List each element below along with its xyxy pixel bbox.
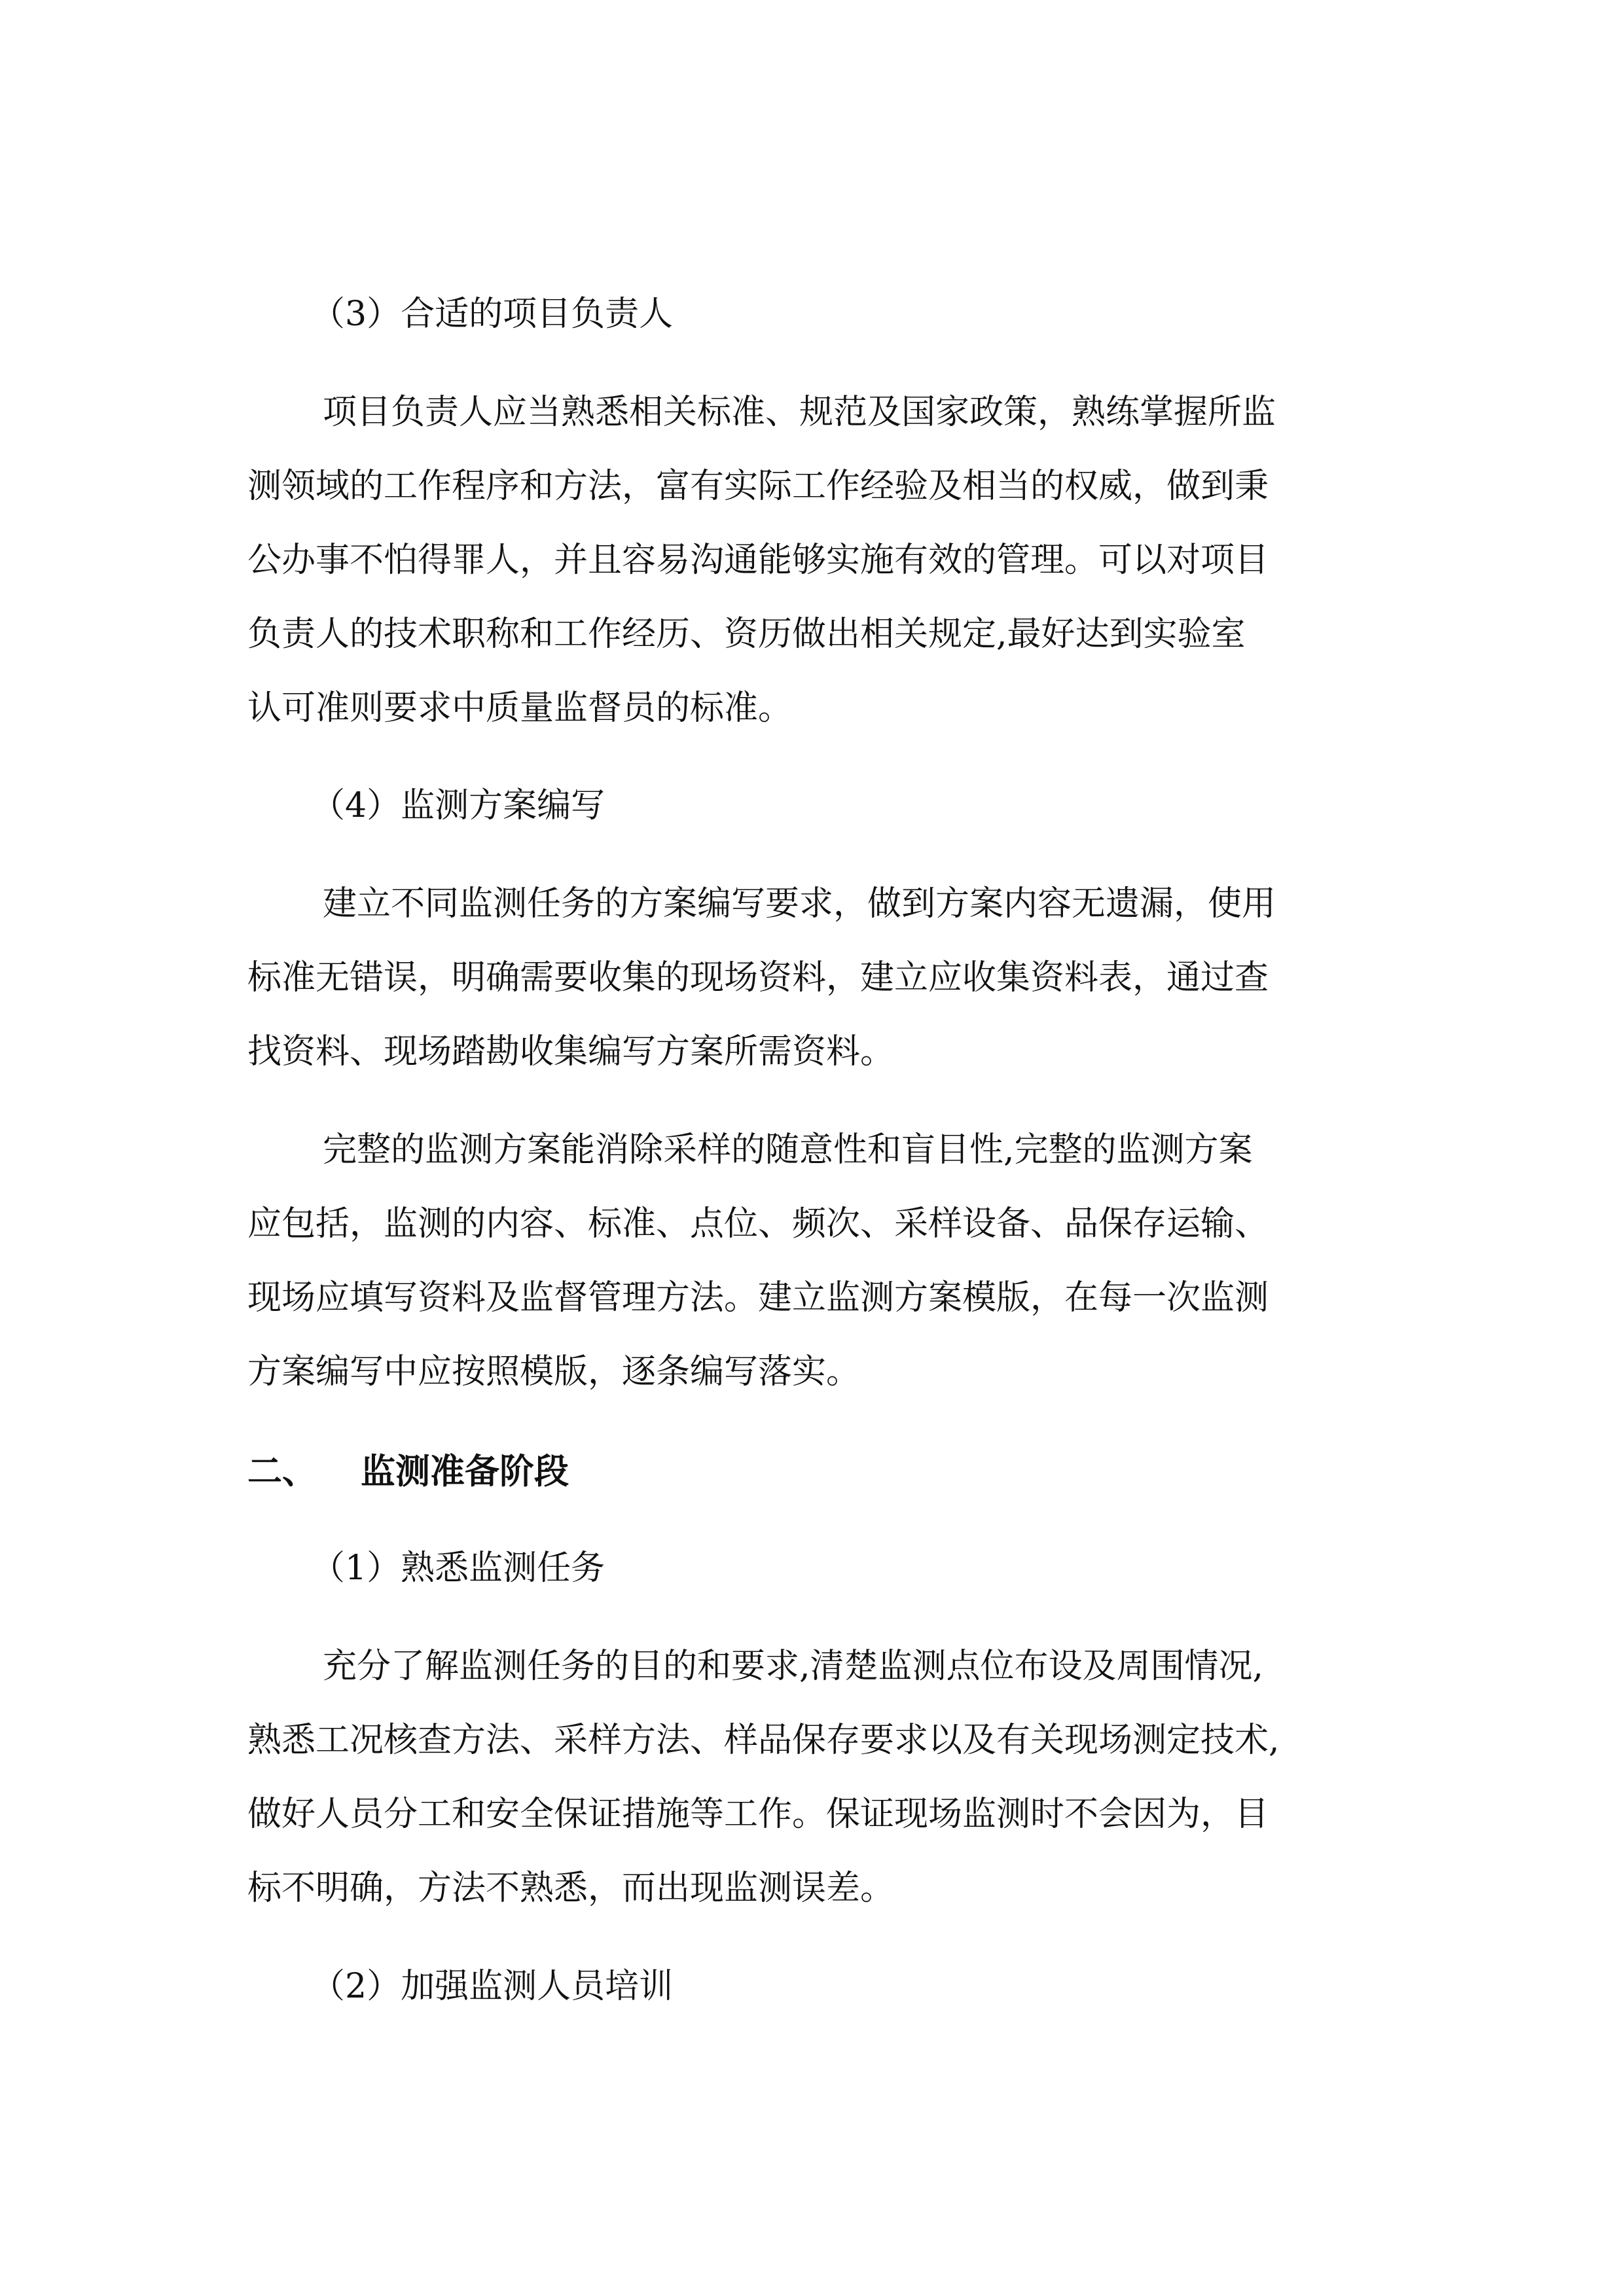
paragraph-line: 完整的监测方案能消除采样的随意性和盲目性,完整的监测方案 (323, 1130, 1253, 1170)
paragraph-line: 项目负责人应当熟悉相关标准、规范及国家政策，熟练掌握所监 (323, 393, 1276, 432)
section-heading-3: （3）合适的项目负责人 (311, 295, 674, 334)
paragraph-line: 标准无错误，明确需要收集的现场资料，建立应收集资料表，通过查 (247, 958, 1269, 997)
paragraph-line: 标不明确，方法不熟悉，而出现监测误差。 (247, 1869, 895, 1908)
paragraph-line: 负责人的技术职称和工作经历、资历做出相关规定,最好达到实验室 (247, 615, 1246, 654)
paragraph-line: 方案编写中应按照模版，逐条编写落实。 (247, 1352, 861, 1391)
section-heading-1: （1）熟悉监测任务 (311, 1549, 605, 1588)
paragraph-line: 做好人员分工和安全保证措施等工作。保证现场监测时不会因为，目 (247, 1795, 1269, 1834)
section-heading-4: （4）监测方案编写 (311, 786, 605, 825)
paragraph-line: 充分了解监测任务的目的和要求,清楚监测点位布设及周围情况, (323, 1647, 1264, 1686)
paragraph-line: 应包括，监测的内容、标准、点位、频次、采样设备、品保存运输、 (247, 1204, 1269, 1244)
paragraph-line: 测领域的工作程序和方法，富有实际工作经验及相当的权威，做到秉 (247, 467, 1269, 506)
section-heading-2: （2）加强监测人员培训 (311, 1967, 674, 2006)
paragraph-line: 认可准则要求中质量监督员的标准。 (247, 689, 793, 728)
paragraph-line: 熟悉工况核查方法、采样方法、样品保存要求以及有关现场测定技术, (247, 1721, 1280, 1760)
paragraph-line: 公办事不怕得罪人，并且容易沟通能够实施有效的管理。可以对项目 (247, 541, 1269, 580)
chapter-heading (247, 1448, 837, 1495)
chapter-number: 二、 (247, 1451, 317, 1492)
chapter-title: 监测准备阶段 (361, 1451, 569, 1492)
paragraph-line: 找资料、现场踏勘收集编写方案所需资料。 (247, 1032, 895, 1071)
paragraph-line: 现场应填写资料及监督管理方法。建立监测方案模版，在每一次监测 (247, 1278, 1269, 1318)
paragraph-line: 建立不同监测任务的方案编写要求，做到方案内容无遗漏，使用 (323, 884, 1276, 924)
